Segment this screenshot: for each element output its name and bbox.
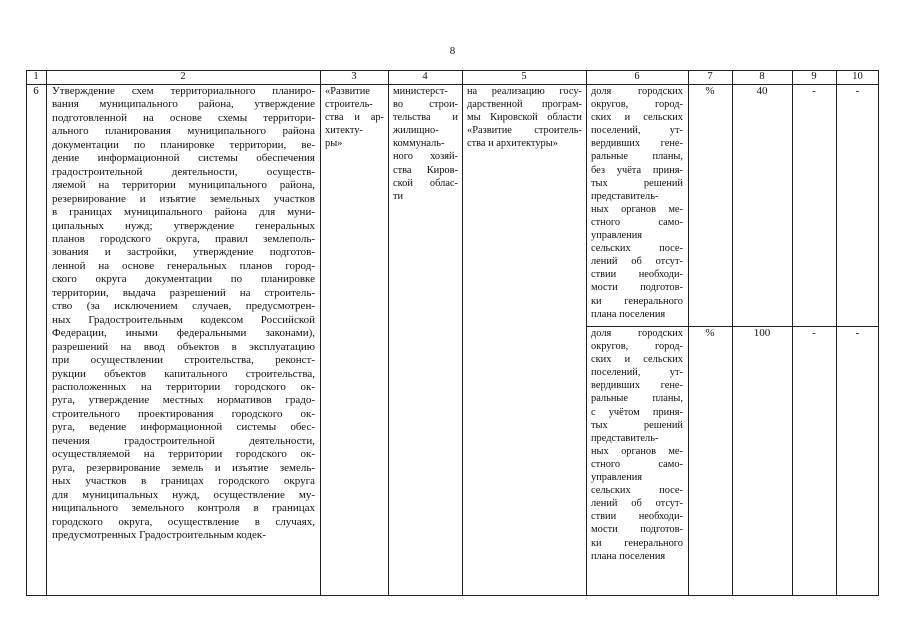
text-line: Утверждение схем территориального планиро- [52,85,315,97]
text-line: дение информационной системы обеспечения [52,152,315,165]
indicator-col10-2: - [855,327,860,339]
text-line: руга, утверждение местных нормативов градо- [52,394,315,407]
header-col-5: 5 [521,71,527,82]
text-line: представитель- [591,190,659,202]
header-col-9: 9 [811,71,817,82]
powers-description [52,85,315,542]
text-line: руга, резервирование земель и изъятие земель- [52,461,315,474]
text-line: расположенных на территории городского ок- [52,380,315,393]
text-line: дарственной програм- [467,99,582,111]
indicator-description-2 [591,327,683,563]
text-line: стного само- [591,458,683,470]
text-line: ствии необходи- [591,269,683,281]
text-line: лений об отсут- [591,256,683,268]
header-col-3: 3 [351,71,357,82]
text-line: территории, выдача разрешений на строитель- [52,286,315,299]
text-line: хитекту- [325,125,363,137]
text-line: плана поселения [591,550,666,562]
text-line: тых решений [591,419,683,431]
row-number: 6 [33,85,39,97]
text-line: ки генерального [591,295,683,307]
text-line: ных органов ме- [591,445,683,457]
text-line: ки генерального [591,537,683,549]
header-col-2: 2 [180,71,186,82]
text-line: ствии необходи- [591,511,683,523]
text-line: с учётом приня- [591,406,683,418]
text-line: тых решений [591,177,683,189]
col-divider [462,70,463,596]
text-line: коммуналь- [393,138,445,150]
indicator-unit-2: % [705,327,715,339]
text-line: округов, город- [591,341,683,353]
indicator-unit-1: % [705,85,715,97]
text-line: печения градостроительной деятельности, [52,434,315,447]
text-line: при осуществлении строительства, реконст- [52,354,315,367]
text-line: вердивших гене- [591,138,683,150]
text-line: ры» [325,138,343,150]
col-divider [320,70,321,596]
text-line: ных Градостроительным кодексом Российской [52,313,315,326]
text-line: зования и застройки, утверждение подготов- [52,246,315,259]
text-line: резервирование и изъятие земельных участков [52,192,315,205]
text-line: управления [591,472,643,484]
header-col-1: 1 [33,71,39,82]
text-line: вания муниципального района, утверждение [52,98,315,111]
text-line: стного само- [591,216,683,228]
text-line: подготовленной на основе схемы территори- [52,111,315,124]
text-line: доля городских [591,328,683,339]
text-line: вердивших гене- [591,380,683,392]
text-line: для муниципальных нужд, осуществление му- [52,488,315,501]
text-line: ального планирования муниципального района [52,125,315,138]
text-line: сельских посе- [591,243,683,255]
text-line: плана поселения [591,308,666,320]
text-line: разрешений на ввод объектов в эксплуатацию [52,340,315,353]
text-line: доля городских [591,86,683,97]
text-line: ство (за исключением случаев, предусмотрен- [52,300,315,313]
text-line: ральные планы, [591,393,683,405]
text-line: лений об отсут- [591,498,683,510]
text-line: ских и сельских [591,354,683,366]
text-line: ленной на основе генеральных планов город- [52,259,315,272]
text-line: ного хозяй- [393,151,458,163]
text-line: поселений, ут- [591,125,683,137]
text-line: городского округа, осуществление в случаях, [52,515,315,528]
text-line: мости подготов- [591,282,683,294]
text-line: планов городского округа, правил землеполь- [52,232,315,245]
text-line: осуществляемой на территории городского ок- [52,448,315,461]
text-line: тельства и [393,112,458,124]
text-line: ства Киров- [393,164,458,176]
col-divider [586,70,587,596]
text-line: документации по планировке территории, ве- [52,138,315,151]
text-line: округов, город- [591,99,683,111]
text-line: в границах муниципального района для муни- [52,206,315,219]
text-line: «Развитие строитель- [467,125,582,137]
text-line: рукции объектов капитального строительства, [52,367,315,380]
text-line: ского округа документации по планировке [52,273,315,286]
text-line: ства и архитектуры» [467,138,558,150]
text-line: во строи- [393,99,458,111]
text-line: ских и сельских [591,112,683,124]
text-line: предусмотренных Градостроительным кодек- [52,528,266,541]
header-col-4: 4 [422,71,428,82]
text-line: ти [393,190,404,202]
program-subprogram [325,85,384,150]
text-line: Федерации, иными федеральными законами), [52,327,315,340]
text-line: мости подготов- [591,524,683,536]
text-line: ных органов ме- [591,203,683,215]
text-line: мы Кировской области [467,112,582,124]
text-line: представитель- [591,432,659,444]
indicator-col9-2: - [812,327,816,339]
text-line: поселений, ут- [591,367,683,379]
text-line: ципальных нужд; утверждение генеральных [52,219,315,232]
col-divider [388,70,389,596]
text-line: ных участков в границах городского округа [52,475,315,488]
header-col-6: 6 [634,71,640,82]
text-line: руга, ведение информационной системы обес- [52,421,315,434]
funding-purpose [467,85,582,150]
indicator-value-2: 100 [753,327,771,339]
text-line: без учёта приня- [591,164,683,176]
text-line: строитель- [325,99,373,111]
text-line: сельских посе- [591,485,683,497]
indicator-col10-1: - [855,85,860,97]
indicator-value-1: 40 [756,85,768,97]
responsible-executor [393,85,458,203]
text-line: ниципального земельного контроля в границах [52,502,315,515]
text-line: «Развитие [325,86,370,97]
text-line: ства и ар- [325,112,384,124]
header-col-8: 8 [759,71,765,82]
text-line: на реализацию госу- [467,86,582,97]
page-number: 8 [449,45,456,57]
header-col-7: 7 [707,71,713,82]
indicator-description-1 [591,85,683,321]
text-line: министерст- [393,86,448,97]
text-line: градостроительной деятельности, осуществ- [52,165,315,178]
text-line: строительного проектирования городского ок- [52,407,315,420]
header-col-10: 10 [852,71,863,82]
text-line: жилищно- [393,125,439,137]
text-line: управления [591,230,643,242]
text-line: ральные планы, [591,151,683,163]
col-divider [46,70,47,596]
text-line: ской облас- [393,177,458,189]
text-line: ляемой на территории муниципального района, [52,179,315,192]
indicator-col9-1: - [812,85,816,97]
